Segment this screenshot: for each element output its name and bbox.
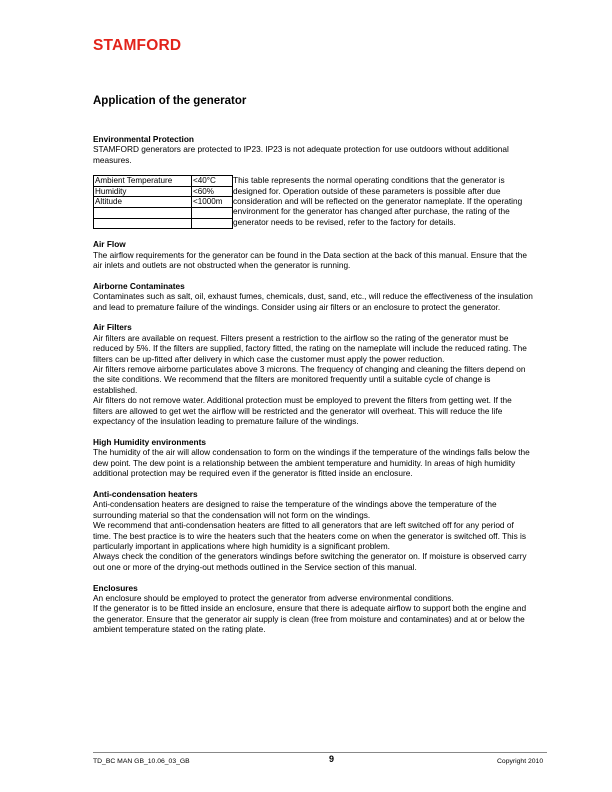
footer-doc-ref: TD_BC MAN GB_10.06_03_GB	[93, 758, 190, 765]
section-high-humidity	[93, 437, 533, 479]
table-cell-value: <40°C	[192, 176, 233, 187]
section-heading: Environmental Protection	[93, 134, 194, 144]
section-paragraph: Air filters are available on request. Filters present a restriction to the airflow so the rating of the generator must be reduced by 5%. If the filters are supplied, factory fitted, the rating on the nameplate will include the reduced rating. The filters can be up-fitted after delivery in which case the customer must apply the power reduction.	[93, 332, 527, 364]
table-cell-value	[192, 218, 233, 229]
section-paragraph: Always check the condition of the generators windings before switching the generator on. If moisture is observed carry out one or more of the drying-out methods outlined in the Service section of this manual.	[93, 551, 527, 572]
section-anti-condensation-heaters	[93, 489, 533, 572]
table-cell-label	[94, 208, 192, 219]
section-paragraph: Anti-condensation heaters are designed to raise the temperature of the windings above the temperature of the surrounding material so that the condensation will not form on the windings.	[93, 499, 497, 520]
section-air-filters	[93, 322, 533, 426]
table-row	[94, 197, 233, 208]
operating-conditions-note: This table represents the normal operating conditions that the generator is designed for. Operation outside of these parameters is possible after due consideration and will be reflected on the generator nameplate. If the operating environment for the generator has changed after purchase, the rating of the generator needs to be revised, refer to the factory for details.	[233, 175, 523, 227]
section-paragraph: An enclosure should be employed to protect the generator from adverse environmental conditions.	[93, 592, 454, 603]
section-air-flow	[93, 239, 533, 270]
section-paragraph: The humidity of the air will allow condensation to form on the windings if the temperature of the windings falls below the dew point. The dew point is a relationship between the ambient temperature and humidity. In areas of high humidity additional protection may be required even if the generator is fitted inside an enclosure.	[93, 447, 530, 479]
table-cell-value: <1000m	[192, 197, 233, 208]
stamford-logo: STAMFORD	[93, 37, 182, 54]
footer-divider	[93, 752, 547, 753]
table-row	[94, 176, 233, 187]
section-airborne-contaminates	[93, 281, 533, 312]
section-heading: Airborne Contaminates	[93, 280, 185, 291]
section-paragraph: Contaminates such as salt, oil, exhaust fumes, chemicals, dust, sand, etc., will reduce the effectiveness of the insulation and lead to premature failure of the windings. Consider using air filters or an enclosure to protect the generator.	[93, 291, 533, 312]
table-row	[94, 186, 233, 197]
table-cell-label	[94, 218, 192, 229]
table-cell-label: Altitude	[94, 197, 192, 208]
section-enclosures	[93, 583, 533, 635]
section-paragraph: We recommend that anti-condensation heaters are fitted to all generators that are left switched off for any period of time. The best practice is to wire the heaters such that the heaters come on when the generator is switched off. This is particularly important in applications where high humidity is a significant problem.	[93, 520, 527, 551]
table-row	[94, 218, 233, 229]
table-cell-value: <60%	[192, 186, 233, 197]
table-row	[94, 208, 233, 219]
table-cell-value	[192, 208, 233, 219]
section-paragraph: The airflow requirements for the generator can be found in the Data section at the back of this manual. Ensure that the air inlets and outlets are not obstructed when the generator is running.	[93, 249, 527, 271]
section-paragraph: If the generator is to be fitted inside an enclosure, ensure that there is adequate airflow to support both the engine and the generator. Ensure that the generator air supply is clean (free from moisture and contaminates) and at or below the ambient temperature stated on the rating plate.	[93, 603, 527, 635]
section-heading: Air Filters	[93, 322, 132, 333]
page-title: Application of the generator	[93, 95, 247, 107]
section-environmental-protection	[93, 134, 533, 165]
table-cell-label: Humidity	[94, 186, 192, 197]
section-paragraph: Air filters remove airborne particulates above 3 microns. The frequency of changing and cleaning the filters depend on the site conditions. We recommend that the filters are monitored frequently until a suitable cycle of change is established.	[93, 364, 526, 395]
section-heading: Enclosures	[93, 582, 138, 593]
section-heading: Anti-condensation heaters	[93, 488, 198, 499]
section-paragraph: STAMFORD generators are protected to IP23. IP23 is not adequate protection for use outdoors without additional measures.	[93, 144, 509, 165]
operating-conditions-table	[93, 175, 233, 229]
document-body	[93, 134, 533, 645]
table-cell-label: Ambient Temperature	[94, 176, 192, 187]
footer-copyright: Copyright 2010	[497, 758, 544, 765]
footer-page-number: 9	[329, 754, 335, 764]
section-heading: Air Flow	[93, 239, 126, 250]
section-paragraph: Air filters do not remove water. Additional protection must be employed to prevent the filters from getting wet. If the filters are allowed to get wet the airflow will be restricted and the generator will overheat. This will reduce the life expectancy of the insulation leading to premature failure of the windings.	[93, 395, 512, 427]
section-heading: High Humidity environments	[93, 436, 206, 447]
operating-conditions	[93, 175, 533, 229]
